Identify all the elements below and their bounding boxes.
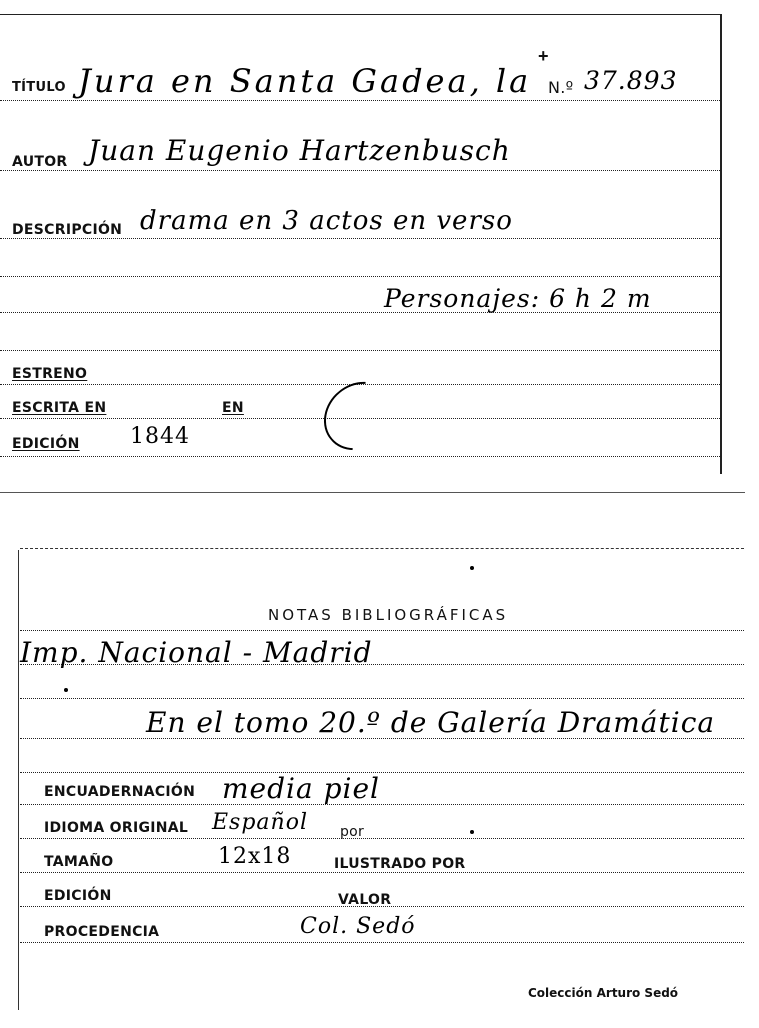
procedencia-value: Col. Sedó [300,914,416,939]
card-top-border [0,14,722,15]
autor-value: Juan Eugenio Hartzenbusch [88,134,511,167]
note-line-1: Imp. Nacional - Madrid [20,636,373,669]
titulo-value: Jura en Santa Gadea, la [78,62,532,100]
card-bottom-edge [0,492,745,493]
rule-line [0,170,722,171]
cross-mark: + [538,46,549,66]
estreno-label: ESTRENO [12,366,88,382]
personajes-value: Personajes: 6 h 2 m [384,284,652,313]
rule-line [0,238,722,239]
por-label: por [340,824,365,840]
valor-label: VALOR [338,892,392,908]
notes-heading: NOTAS BIBLIOGRÁFICAS [268,606,509,624]
num-value: 37.893 [584,66,678,95]
rule-line [20,630,744,631]
ink-dot [470,830,474,834]
card-right-border [720,14,722,474]
rule-line [0,276,722,277]
catalog-card-top [0,0,759,495]
escrita-label: ESCRITA EN [12,400,107,416]
en-label: EN [222,400,244,416]
rule-line [20,772,744,773]
encuadernacion-label: ENCUADERNACIÓN [44,784,196,800]
ilustrado-label: ILUSTRADO POR [334,856,466,872]
collection-footer: Colección Arturo Sedó [528,986,679,1000]
punch-hole-arc [310,368,408,465]
autor-label: AUTOR [12,154,68,170]
tamano-label: TAMAÑO [44,854,114,870]
edicion-label: EDICIÓN [12,436,80,452]
rule-line [20,698,744,699]
catalog-card-bottom [0,540,759,1028]
edicion-value: 1844 [130,424,190,449]
rule-line [20,942,744,943]
rule-line [0,456,722,457]
idioma-label: IDIOMA ORIGINAL [44,820,189,836]
descripcion-label: DESCRIPCIÓN [12,222,123,238]
procedencia-label: PROCEDENCIA [44,924,160,940]
rule-line [20,838,744,839]
card-top-border [20,548,744,549]
idioma-value: Español [212,810,308,835]
rule-line [20,804,744,805]
ink-dot [470,566,474,570]
descripcion-value: drama en 3 actos en verso [140,206,513,236]
note-line-2: En el tomo 20.º de Galería Dramática [146,706,716,739]
rule-line [20,872,744,873]
rule-line [0,100,722,101]
ink-dot [64,688,68,692]
edicion2-label: EDICIÓN [44,888,112,904]
num-label: N.º [548,78,574,97]
card-left-border [18,550,19,1010]
titulo-label: TÍTULO [12,80,66,95]
rule-line [0,350,722,351]
encuadernacion-value: media piel [222,772,380,805]
tamano-value: 12x18 [218,844,292,869]
